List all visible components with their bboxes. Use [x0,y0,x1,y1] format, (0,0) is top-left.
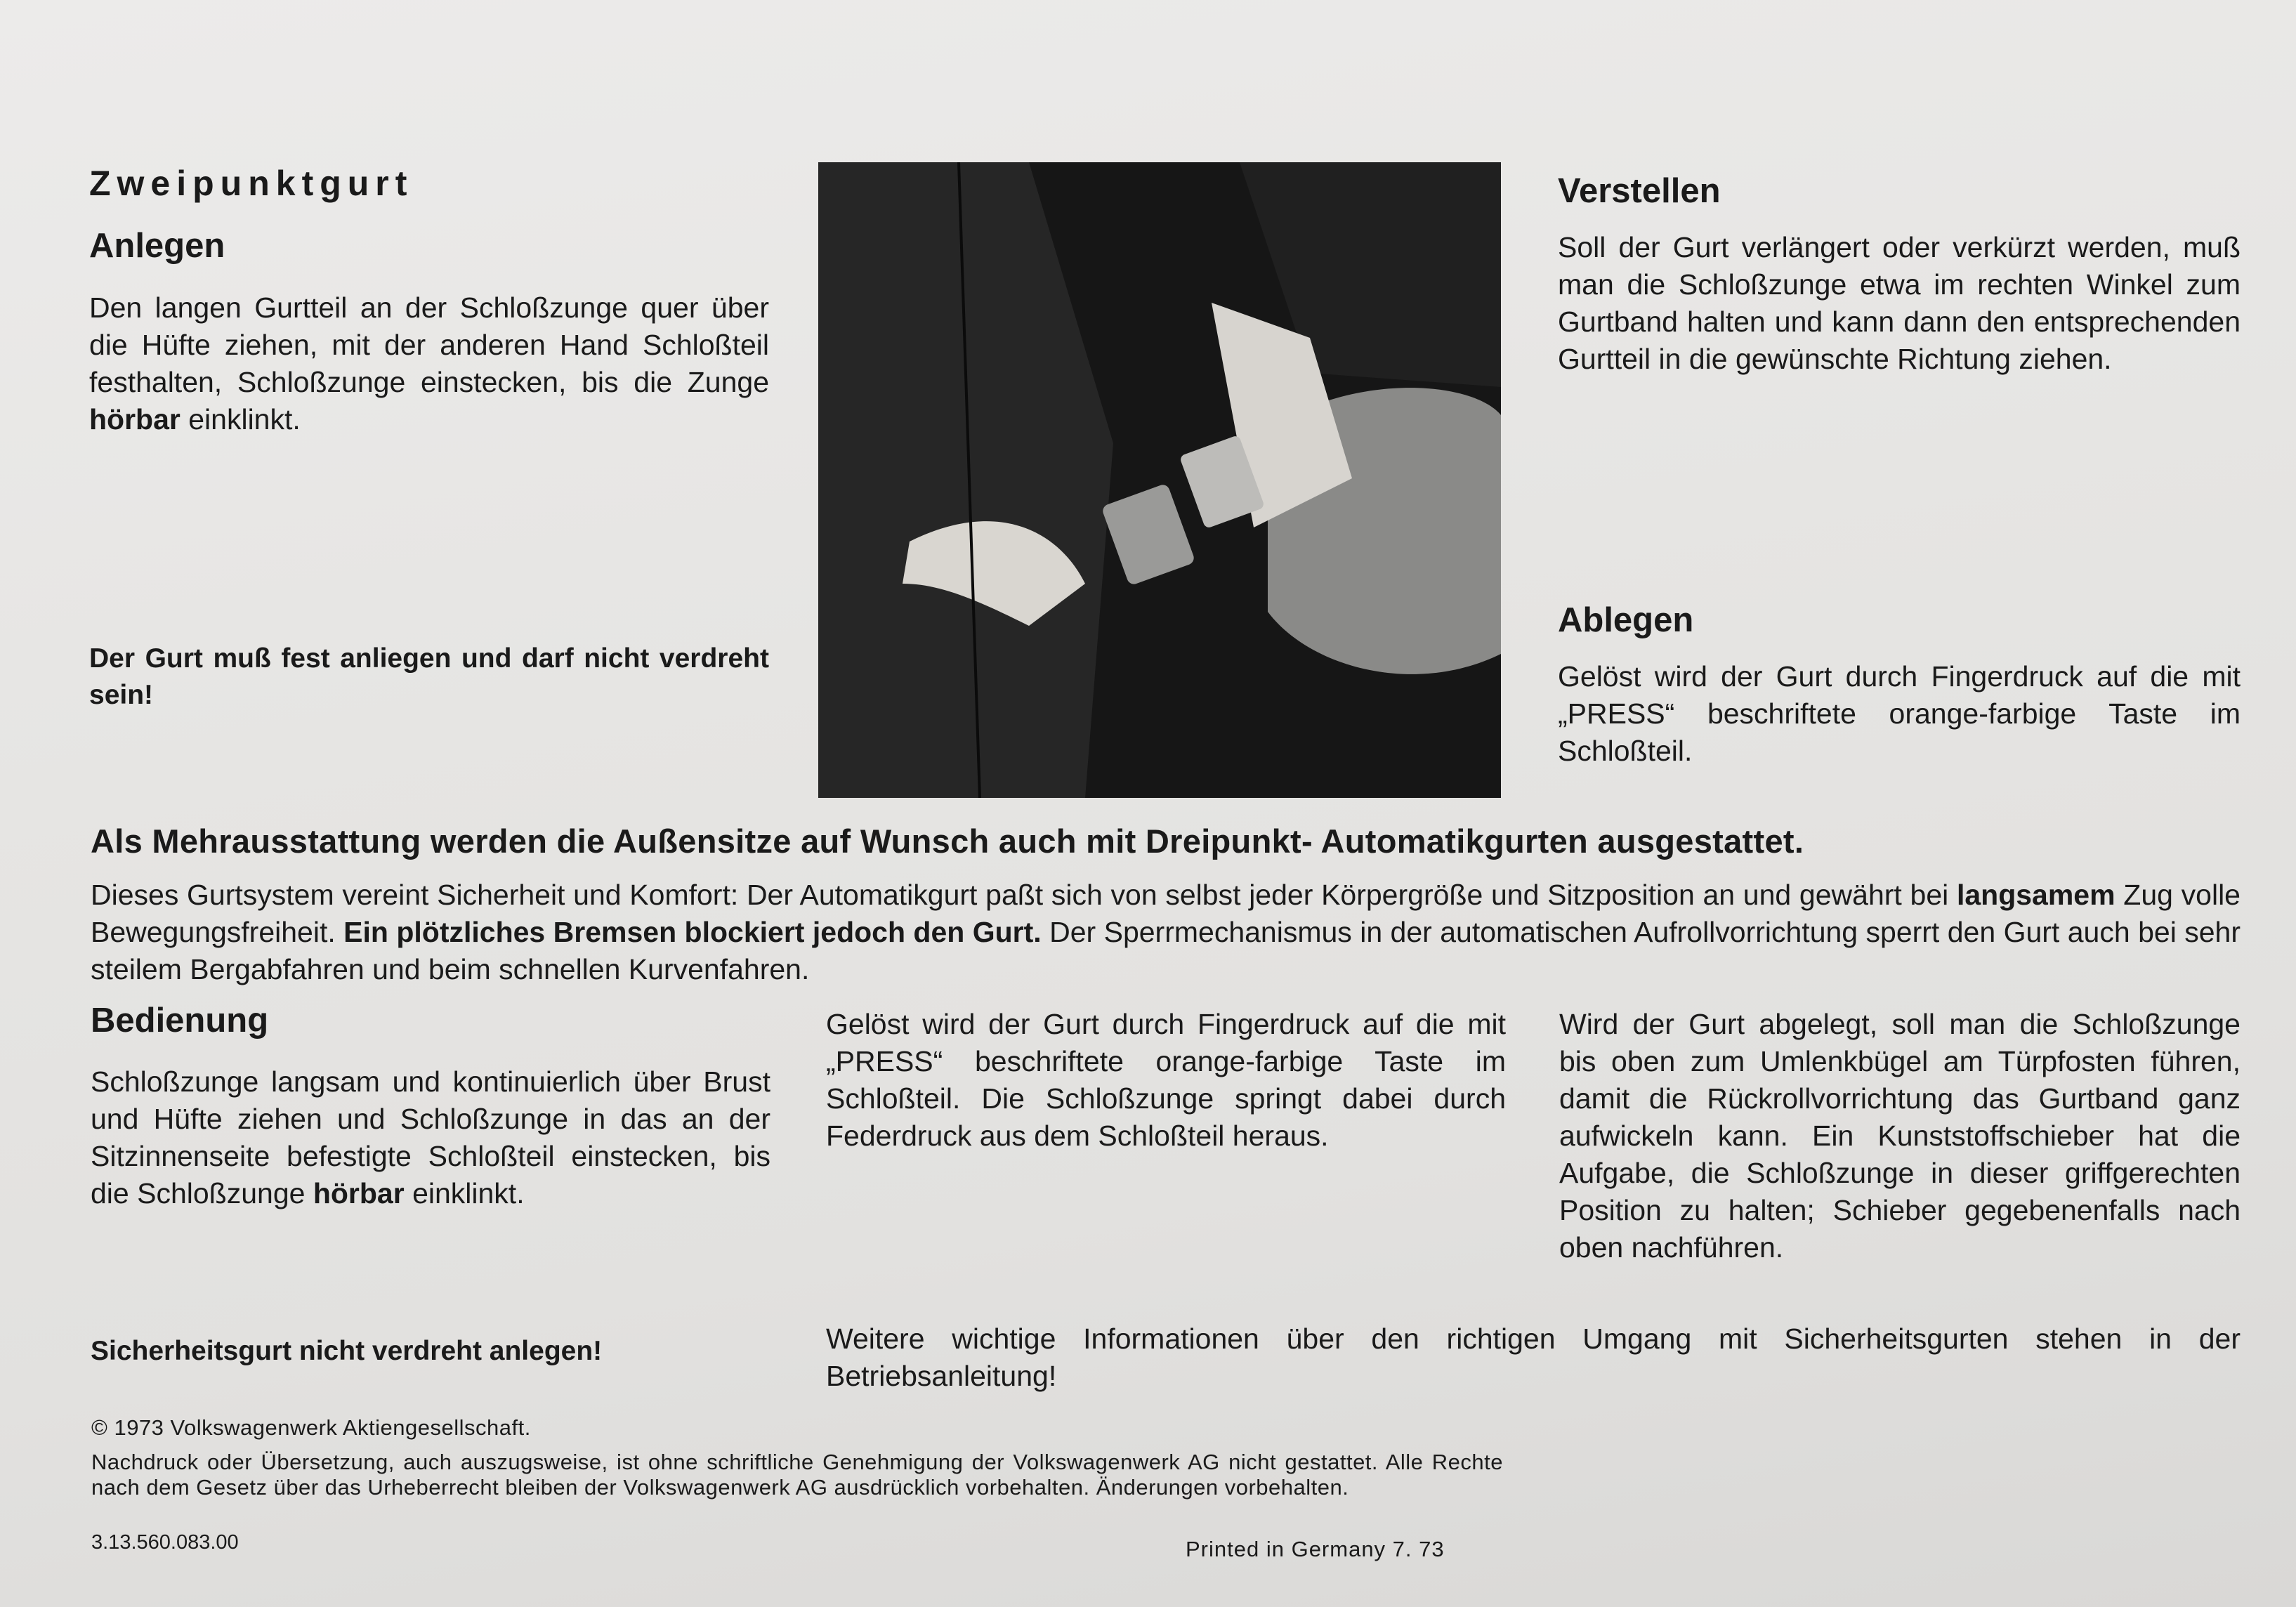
bedienung-heading: Bedienung [91,1002,269,1039]
bedienung-right-text: Wird der Gurt abgelegt, soll man die Schloßzunge bis oben zum Umlenkbügel am Türpfosten führen, damit die Rückrollvorrichtung das Gurtband ganz aufwickeln kann. Ein Kunststoffschieber hat die Aufgabe, die Schloßzunge in dieser griffgerechten Position zu halten; Schieber gegebenenfalls nach oben nachführen. [1559,1008,2241,1264]
bedienung-text [91,1063,770,1212]
ablegen-text: Gelöst wird der Gurt durch Fingerdruck auf die mit „PRESS“ beschriftete orange-farbige Taste im Schloßteil. [1558,660,2241,767]
ablegen-heading: Ablegen [1558,601,1694,639]
optional-headline: Als Mehrausstattung werden die Außensitze auf Wunsch auch mit Dreipunkt- Automatikgurten ausgestattet. [91,822,1804,860]
bedienung-warning: Sicherheitsgurt nicht verdreht anlegen! [91,1336,603,1366]
optional-text-2: Zug volle Bewegungsfreiheit. [91,879,2241,948]
section-title: Zweipunktgurt [89,164,414,203]
bedienung-text-1: Schloßzunge langsam und kontinuierlich über Brust und Hüfte ziehen und Schloßzunge in das an der Sitzinnenseite befestigte Schloßteil einstecken, bis die Schloßzunge [91,1065,770,1209]
verstellen-heading: Verstellen [1558,172,1721,210]
anlegen-heading: Anlegen [89,227,225,265]
printed-info: Printed in Germany 7. 73 [1186,1537,1445,1561]
legal-notice: Nachdruck oder Übersetzung, auch auszugsweise, ist ohne schriftliche Genehmigung der Volkswagenwerk AG nicht gestattet. Alle Rechte nach dem Gesetz über das Urheberrecht bleiben der Volkswagenwerk AG ausdrücklich vorbehalten. Änderungen vorbehalten. [91,1450,1503,1500]
seatbelt-photo [818,162,1501,798]
optional-text-1: Dieses Gurtsystem vereint Sicherheit und Komfort: Der Automatikgurt paßt sich von selbst jeder Körpergröße und Sitzposition an und gewährt bei [91,879,1957,911]
bedienung-text-2: einklinkt. [404,1177,525,1209]
optional-text-3: Der Sperrmechanismus in der automatischen Aufrollvorrichtung sperrt den Gurt auch bei sehr steilem Bergabfahren und beim schnellen Kurvenfahren. [91,916,2241,985]
anlegen-bold: hörbar [89,403,181,435]
bedienung-bold: hörbar [313,1177,405,1209]
anlegen-warning: Der Gurt muß fest anliegen und darf nicht verdreht sein! [89,643,769,710]
anlegen-text [89,289,769,438]
more-info-text: Weitere wichtige Informationen über den richtigen Umgang mit Sicherheitsgurten stehen in der Betriebsanleitung! [826,1323,2241,1392]
bedienung-middle-text: Gelöst wird der Gurt durch Fingerdruck auf die mit „PRESS“ beschriftete orange-farbige Taste im Schloßteil. Die Schloßzunge springt dabei durch Federdruck aus dem Schloßteil heraus. [826,1008,1506,1152]
anlegen-text-2: einklinkt. [180,403,301,435]
optional-bold-2: Ein plötzliches Bremsen blockiert jedoch den Gurt. [343,916,1042,948]
optional-bold-1: langsamem [1956,879,2115,911]
optional-text [91,877,2241,988]
copyright: © 1973 Volkswagenwerk Aktiengesellschaft. [91,1415,531,1440]
anlegen-text-1: Den langen Gurtteil an der Schloßzunge quer über die Hüfte ziehen, mit der anderen Hand Schloßteil festhalten, Schloßzunge einstecken, bis die Zunge [89,291,769,398]
verstellen-text: Soll der Gurt verlängert oder verkürzt werden, muß man die Schloßzunge etwa im rechten Winkel zum Gurtband halten und kann dann den entsprechenden Gurtteil in die gewünschte Richtung ziehen. [1558,231,2241,375]
part-number: 3.13.560.083.00 [91,1531,239,1554]
